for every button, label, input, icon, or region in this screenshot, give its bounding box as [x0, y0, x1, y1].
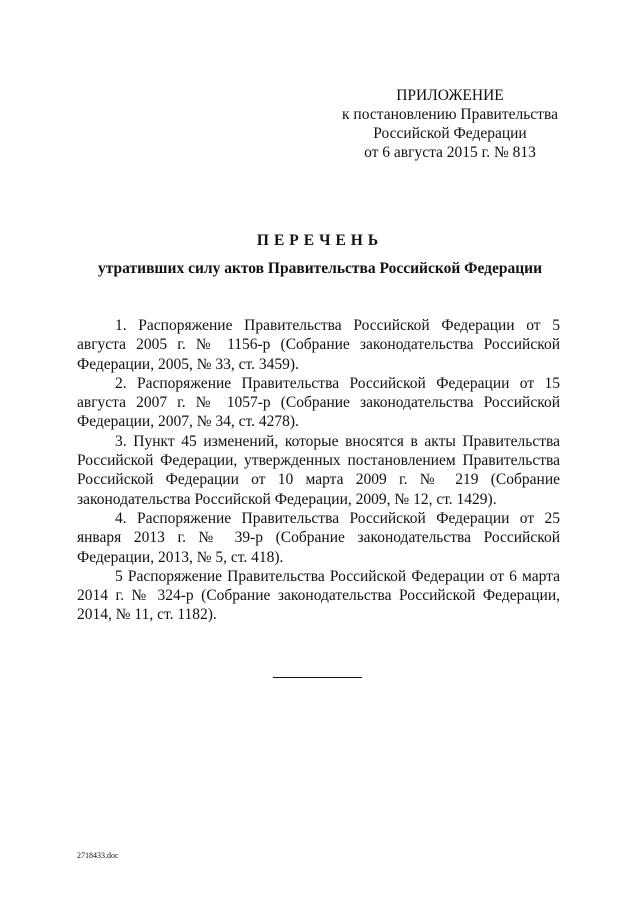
list-item: 5 Распоряжение Правительства Российской Федерации от 6 марта 2014 г. № 324-р (Собрание законодательства Российской Федерации, 2014, № 11, ст. 1182). [77, 567, 560, 624]
list-item: 4. Распоряжение Правительства Российской Федерации от 25 января 2013 г. № 39-р (Собрание законодательства Российской Федерации, 2013, № 5, ст. 418). [77, 509, 560, 566]
appendix-date-number: от 6 августа 2015 г. № 813 [364, 144, 536, 161]
footer-file-name: 2718433.doc [77, 851, 119, 860]
list-item: 2. Распоряжение Правительства Российской Федерации от 15 августа 2007 г. № 1057-р (Собрание законодательства Российской Федерации, 2007, № 34, ст. 4278). [77, 374, 560, 431]
end-divider [273, 677, 362, 678]
appendix-header [330, 86, 570, 162]
list-item: 1. Распоряжение Правительства Российской Федерации от 5 августа 2005 г. № 1156-р (Собрание законодательства Российской Федерации, 2005, № 33, ст. 3459). [77, 317, 560, 373]
document-title: ПЕРЕЧЕНЬ [256, 232, 384, 249]
acts-list [77, 316, 560, 625]
document-subtitle: утративших силу актов Правительства Российской Федерации [98, 260, 542, 277]
appendix-label: ПРИЛОЖЕНИЕ [396, 87, 504, 104]
list-item: 3. Пункт 45 изменений, которые вносятся в акты Правительства Российской Федерации, утвержденных постановлением Правительства Российской Федерации от 10 марта 2009 г. № 219 (Собрание законодательства Российской Федерации, 2009, № 12, ст. 1429). [77, 432, 560, 508]
appendix-government-line: Российской Федерации [373, 125, 527, 142]
appendix-resolution-line: к постановлению Правительства [342, 106, 558, 123]
